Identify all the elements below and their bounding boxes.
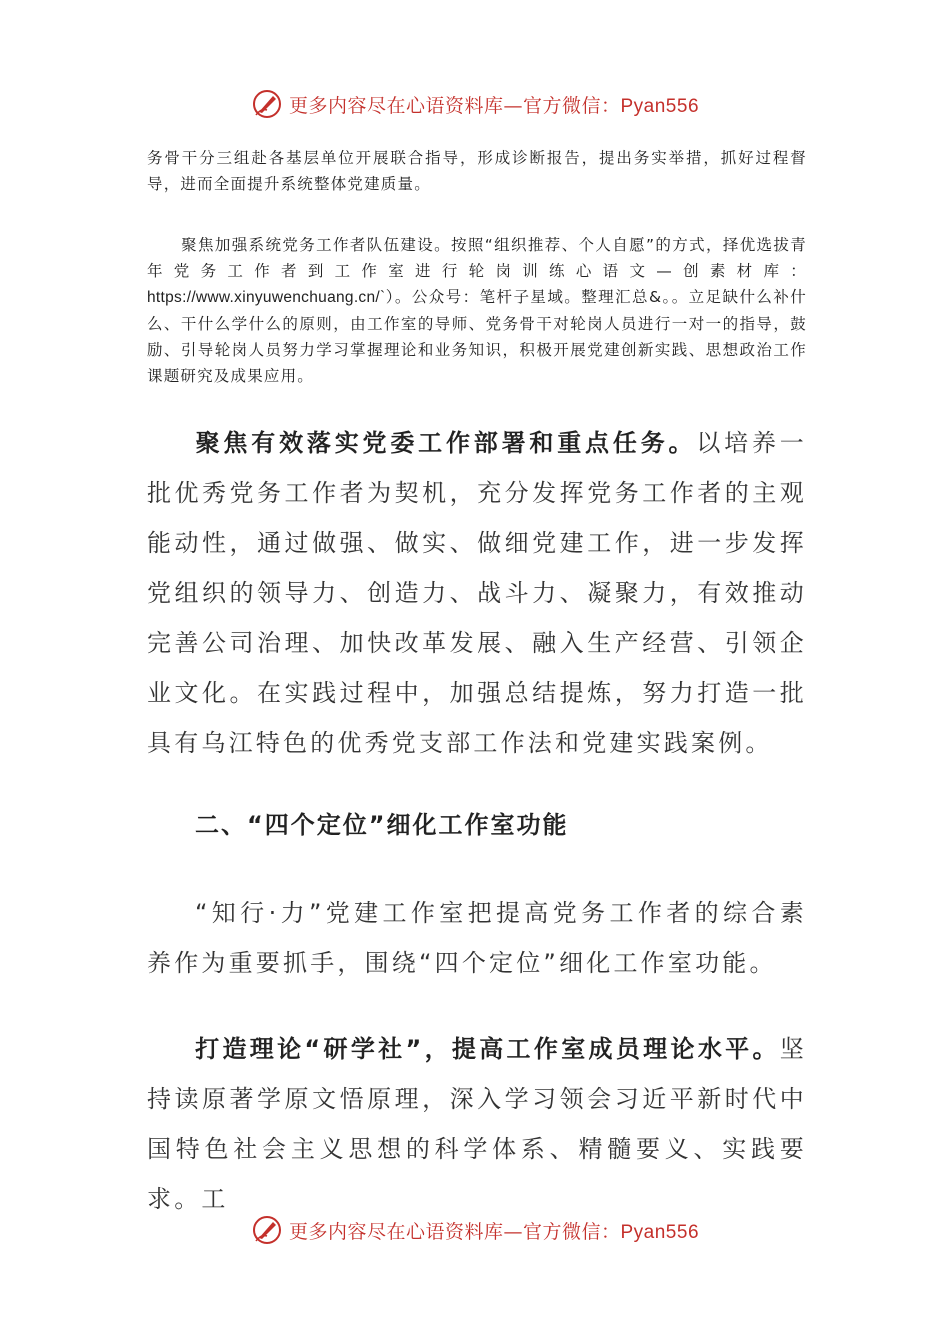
paragraph-intro: “知行·力”党建工作室把提高党务工作者的综合素养作为重要抓手，围绕“四个定位”细化工作室功能。 (147, 899, 807, 977)
header-watermark-text: 更多内容尽在心语资料库—官方微信：Pyan556 (288, 94, 700, 117)
quill-seal-icon (251, 1214, 283, 1246)
quill-seal-icon (251, 88, 283, 120)
paragraph-continuation: 务骨干分三组赴各基层单位开展联合指导，形成诊断报告，提出务实举措，抓好过程督导，进而全面提升系统整体党建质量。 (147, 149, 807, 193)
paragraph-theory-club: 打造理论“研学社”，提高工作室成员理论水平。坚持读原著学原文悟原理，深入学习领会习近平新时代中国特色社会主义思想的科学体系、精髓要义、实践要求。工 (147, 1035, 807, 1213)
section-heading: 二、“四个定位”细化工作室功能 (195, 811, 569, 839)
footer-watermark-text: 更多内容尽在心语资料库—官方微信：Pyan556 (288, 1220, 700, 1243)
header-watermark-banner (0, 84, 950, 124)
footer-watermark-banner (0, 1210, 950, 1250)
paragraph-team-building: 聚焦加强系统党务工作者队伍建设。按照“组织推荐、个人自愿”的方式，择优选拔青年党务工作者到工作室进行轮岗训练心语文—创素材库：https://www.xinyuwenchuang.cn/`）。公众号：笔杆子星域。整理汇总&。。立足缺什么补什么、干什么学什么的原则，由工作室的导师、党务骨干对轮岗人员进行一对一的指导，鼓励、引导轮岗人员努力学习掌握理论和业务知识，积极开展党建创新实践、思想政治工作课题研究及成果应用。 (147, 236, 807, 385)
paragraph-focus-tasks: 聚焦有效落实党委工作部署和重点任务。以培养一批优秀党务工作者为契机，充分发挥党务工作者的主观能动性，通过做强、做实、做细党建工作，进一步发挥党组织的领导力、创造力、战斗力、凝聚力，有效推动完善公司治理、加快改革发展、融入生产经营、引领企业文化。在实践过程中，加强总结提炼，努力打造一批具有乌江特色的优秀党支部工作法和党建实践案例。 (147, 429, 807, 757)
